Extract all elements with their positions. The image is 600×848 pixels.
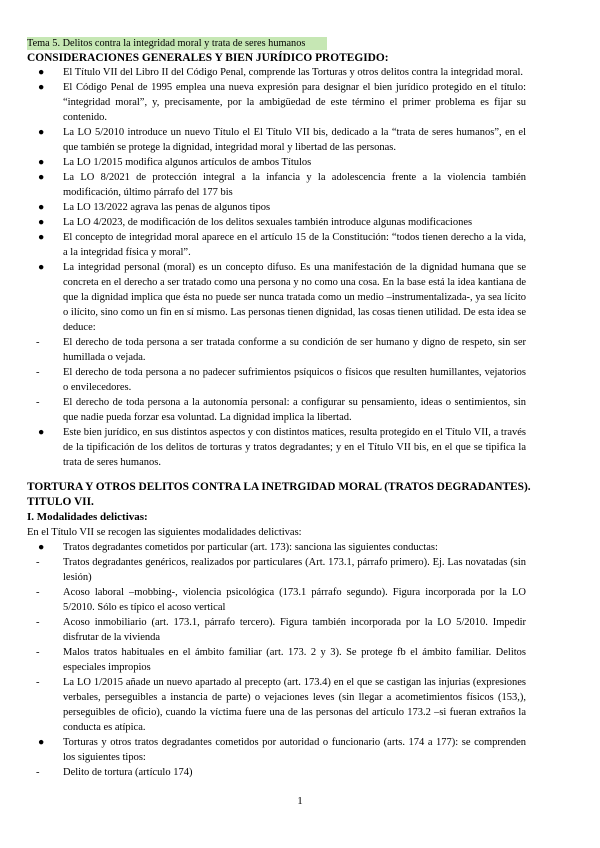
bullet-marker: ● <box>38 202 45 213</box>
dash-marker: - <box>36 647 40 658</box>
list-item-text: El Título VII del Libro II del Código Penal, comprende las Torturas y otros delitos contra la integridad moral. <box>63 67 523 78</box>
page-number: 1 <box>297 795 303 807</box>
list-item <box>0 65 600 80</box>
list-item <box>0 735 600 765</box>
dash-marker: - <box>36 367 40 378</box>
list-item-text: Este bien jurídico, en sus distintos aspectos y con distintos matices, resulta protegido en el Título VII, a través de la tipificación de los delitos de torturas y tratos degradantes; y en el Título VII bis, en el que se tipifica la trata de seres humanos. <box>63 427 526 468</box>
section2-subheading: I. Modalidades delictivas: <box>27 511 148 523</box>
dash-marker: - <box>36 587 40 598</box>
list-item <box>0 395 600 425</box>
section1-list <box>0 65 600 470</box>
list-item <box>0 260 600 335</box>
list-item <box>0 80 600 125</box>
dash-marker: - <box>36 767 40 778</box>
bullet-marker: ● <box>38 737 45 748</box>
dash-marker: - <box>36 617 40 628</box>
list-item-text: El concepto de integridad moral aparece en el artículo 15 de la Constitución: “todos tienen derecho a la vida, a la integridad física y moral”. <box>63 232 526 258</box>
list-item-text: Tratos degradantes genéricos, realizados por particulares (Art. 173.1, párrafo primero). Ej. Las novatadas (sin lesión) <box>63 557 526 583</box>
list-item <box>0 365 600 395</box>
section2-intro: En el Título VII se recogen las siguientes modalidades delictivas: <box>27 527 302 538</box>
bullet-marker: ● <box>38 67 45 78</box>
list-item-text: La LO 8/2021 de protección integral a la infancia y la adolescencia frente a la violencia también modificación, último párrafo del 177 bis <box>63 172 526 198</box>
list-item <box>0 585 600 615</box>
list-item-text: La LO 4/2023, de modificación de los delitos sexuales también introduce algunas modificaciones <box>63 217 473 228</box>
list-item <box>0 215 600 230</box>
list-item-text: La LO 1/2015 añade un nuevo apartado al precepto (art. 173.4) en el que se castigan las injurias (expresiones verbales, perseguibles a instancia de parte) o vejaciones leves (sin llegar a acometimientos físicos (153,), perseguibles de oficio), cuando la víctima fuere una de las personas del artículo 173.2 –si fueran extraños la conducta es atípica. <box>63 677 526 733</box>
bullet-marker: ● <box>38 232 45 243</box>
list-item-text: El Código Penal de 1995 emplea una nueva expresión para designar el bien jurídico protegido en el título: “integridad moral”, y, precisamente, por la ambigüedad de este término el primer problema es fijar su contenido. <box>63 82 526 123</box>
list-item-text: La LO 13/2022 agrava las penas de algunos tipos <box>63 202 271 213</box>
list-item-text: El derecho de toda persona a ser tratada conforme a su condición de ser humano y digno de respeto, sin ser humillada o vejada. <box>63 337 526 363</box>
list-item <box>0 200 600 215</box>
bullet-marker: ● <box>38 82 45 93</box>
list-item <box>0 615 600 645</box>
topic-title: Tema 5. Delitos contra la integridad moral y trata de seres humanos <box>27 37 327 50</box>
bullet-marker: ● <box>38 542 45 553</box>
bullet-marker: ● <box>38 217 45 228</box>
section2-heading-line2: TITULO VII. <box>27 496 94 508</box>
list-item-text: Acoso inmobiliario (art. 173.1, párrafo tercero). Figura también incorporada por la LO 5/2010. Impedir disfrutar de la vivienda <box>63 617 526 643</box>
bullet-marker: ● <box>38 127 45 138</box>
dash-marker: - <box>36 677 40 688</box>
bullet-marker: ● <box>38 262 45 273</box>
list-item-text: Acoso laboral –mobbing-, violencia psicológica (173.1 párrafo segundo). Figura incorporada por la LO 5/2010. Sólo es típico el acoso vertical <box>63 587 526 613</box>
list-item <box>0 155 600 170</box>
dash-marker: - <box>36 397 40 408</box>
list-item <box>0 335 600 365</box>
list-item <box>0 645 600 675</box>
bullet-marker: ● <box>38 157 45 168</box>
list-item <box>0 765 600 780</box>
list-item-text: Delito de tortura (artículo 174) <box>63 767 193 778</box>
list-item <box>0 675 600 735</box>
list-item-text: Torturas y otros tratos degradantes cometidos por autoridad o funcionario (arts. 174 a 177): se comprenden los siguientes tipos: <box>63 737 526 763</box>
section1-heading: CONSIDERACIONES GENERALES Y BIEN JURÍDICO PROTEGIDO: <box>27 52 389 64</box>
list-item-text: El derecho de toda persona a no padecer sufrimientos psíquicos o físicos que resulten humillantes, vejatorios o envilecedores. <box>63 367 526 393</box>
bullet-marker: ● <box>38 427 45 438</box>
list-item <box>0 555 600 585</box>
list-item <box>0 540 600 555</box>
list-item <box>0 230 600 260</box>
bullet-marker: ● <box>38 172 45 183</box>
list-item-text: La LO 1/2015 modifica algunos artículos de ambos Títulos <box>63 157 312 168</box>
dash-marker: - <box>36 557 40 568</box>
list-item-text: La integridad personal (moral) es un concepto difuso. Es una manifestación de la dignidad humana que se concreta en el derecho a ser tratado como una persona y no como una cosa. En la base está la idea kantiana de que la dignidad implica que ésta no puede ser nunca tratada como un medio –instrumentalizada-, ya sea lícito o ilícito, sino como un fin en sí mismo. Las personas tienen dignidad, las cosas tienen utilidad. De esta idea se deduce: <box>63 262 526 333</box>
dash-marker: - <box>36 337 40 348</box>
list-item-text: La LO 5/2010 introduce un nuevo Título el El Título VII bis, dedicado a la “trata de seres humanos”, en el que también se protege la dignidad, integridad moral y libertad de las personas. <box>63 127 526 153</box>
list-item-text: El derecho de toda persona a la autonomía personal: a configurar su pensamiento, ideas o sentimientos, sin que nadie pueda forzar esa voluntad. La dignidad implica la libertad. <box>63 397 526 423</box>
list-item <box>0 425 600 470</box>
section2-heading-line1: TORTURA Y OTROS DELITOS CONTRA LA INETRGIDAD MORAL (TRATOS DEGRADANTES). <box>27 481 531 493</box>
list-item <box>0 170 600 200</box>
list-item-text: Tratos degradantes cometidos por particular (art. 173): sanciona las siguientes conductas: <box>63 542 438 553</box>
list-item-text: Malos tratos habituales en el ámbito familiar (art. 173. 2 y 3). Se protege fb el ámbito familiar. Delitos especiales impropios <box>63 647 526 673</box>
section2-list <box>0 540 600 780</box>
list-item <box>0 125 600 155</box>
